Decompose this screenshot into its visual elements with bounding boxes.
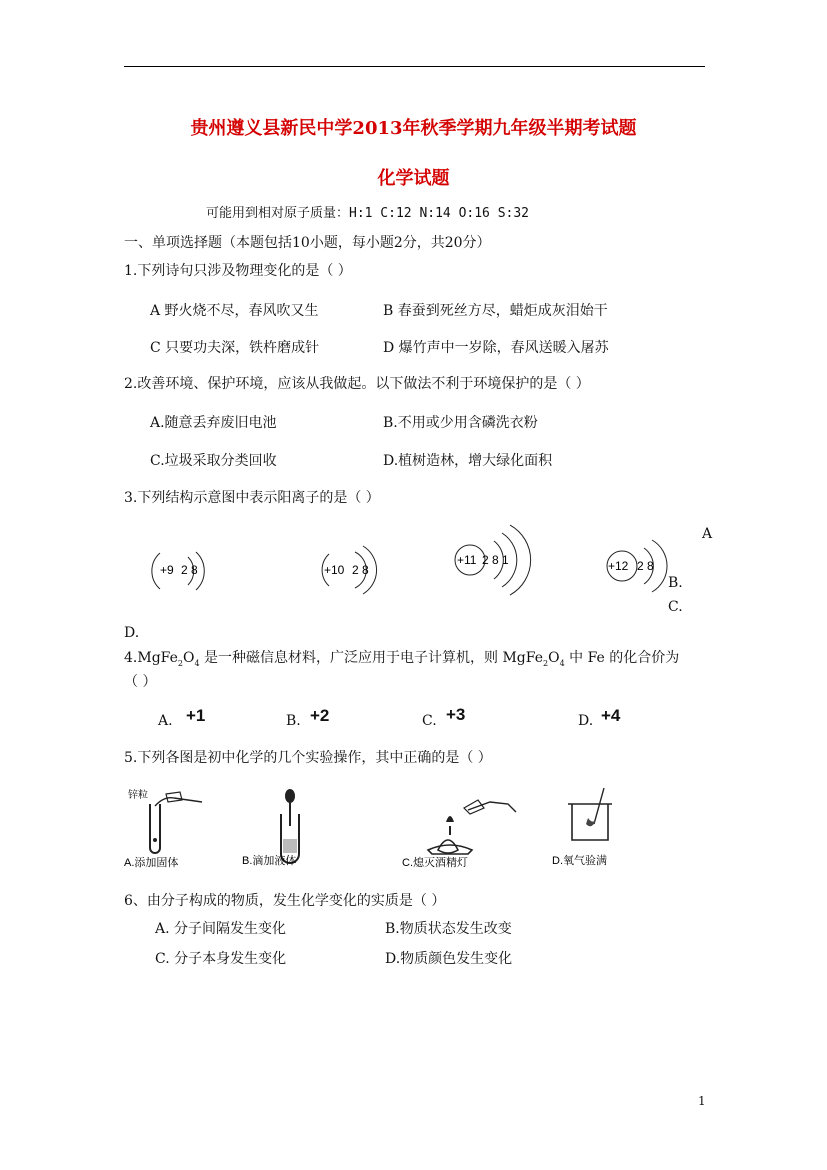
- page-number: 1: [698, 1094, 706, 1108]
- q4-stem-line2: （ ）: [124, 674, 157, 690]
- q6-option-d: D.物质颜色发生变化: [385, 951, 513, 967]
- q2-option-c: C.垃圾采取分类回收: [150, 453, 277, 469]
- q4-option-d-label: D.: [578, 713, 594, 729]
- atom-diagram-b: [315, 530, 390, 610]
- q2-option-a: A.随意丢弃废旧电池: [150, 415, 277, 431]
- q3-label-d: D.: [124, 625, 140, 641]
- section-heading: 一、单项选择题（本题包括10小题，每小题2分，共20分）: [124, 235, 491, 251]
- nucleus-label: +11: [457, 553, 477, 567]
- shell-label: 2 8: [181, 563, 198, 577]
- experiment-image-b: [240, 784, 320, 872]
- q3-stem: 3.下列结构示意图中表示阳离子的是（ ）: [124, 490, 380, 506]
- atom-diagram-a: [150, 535, 220, 605]
- exam-title: 贵州遵义县新民中学2013年秋季学期九年级半期考试题: [190, 118, 637, 139]
- exam-subtitle: 化学试题: [377, 168, 450, 189]
- q6-option-a: A. 分子间隔发生变化: [155, 921, 287, 937]
- q4-option-a-label: A.: [158, 713, 173, 729]
- q2-option-b: B.不用或少用含磷洗衣粉: [383, 415, 538, 431]
- q4-stem: $4.MgFe_2O_4$ 是一种磁信息材料，广泛应用于电子计算机，则 $MgFe_2O_4$ 中 Fe 的化合价为: [124, 650, 680, 668]
- shell-label: 2 8: [352, 563, 369, 577]
- q4-option-c-label: C.: [422, 713, 437, 729]
- experiment-image-d: [550, 784, 630, 872]
- q1-option-b: B 春蚕到死丝方尽，蜡炬成灰泪始干: [383, 303, 608, 319]
- zinc-label: 锌粒: [128, 790, 148, 801]
- q6-option-c: C. 分子本身发生变化: [155, 951, 287, 967]
- atomic-masses: 可能用到相对原子质量：H:1 C:12 N:14 O:16 S:32: [206, 206, 530, 221]
- q1-option-d: D 爆竹声中一岁除，春风送暖入屠苏: [383, 340, 609, 356]
- experiment-image-c: [398, 780, 528, 872]
- q1-option-a: A 野火烧不尽，春风吹又生: [150, 303, 319, 319]
- q4-option-d-value: +4: [601, 706, 621, 725]
- atom-diagram-c: [450, 515, 540, 605]
- q1-option-c: C 只要功夫深，铁杵磨成针: [150, 340, 320, 356]
- q4-option-c-value: +3: [446, 705, 466, 724]
- experiment-image-a: [122, 784, 212, 872]
- nucleus-label: +10: [324, 563, 345, 577]
- header-rule: [124, 66, 705, 67]
- q2-stem: 2.改善环境、保护环境，应该从我做起。以下做法不利于环境保护的是（ ）: [124, 376, 590, 392]
- q1-stem: 1.下列诗句只涉及物理变化的是（ ）: [124, 263, 352, 279]
- q4-option-b-value: +2: [310, 706, 330, 725]
- image-a-caption: A.添加固体: [124, 857, 179, 869]
- q4-option-b-label: B.: [286, 713, 301, 729]
- q3-label-a: A: [702, 526, 713, 542]
- image-d-caption: D.氧气验满: [552, 855, 607, 867]
- q3-label-c: C.: [668, 599, 683, 615]
- q3-label-b: B.: [668, 575, 683, 591]
- shell-label: 2 8: [637, 559, 654, 573]
- nucleus-label: +9: [160, 563, 174, 577]
- shell-label: 2 8 1: [482, 553, 509, 567]
- nucleus-label: +12: [608, 559, 629, 573]
- image-b-caption: B.滴加液体: [242, 855, 297, 867]
- q5-stem: 5.下列各图是初中化学的几个实验操作，其中正确的是（ ）: [124, 750, 492, 766]
- q6-stem: 6、由分子构成的物质，发生化学变化的实质是（ ）: [124, 893, 446, 909]
- image-c-caption: C.熄灭酒精灯: [402, 857, 468, 869]
- q4-option-a-value: +1: [186, 706, 206, 725]
- q2-option-d: D.植树造林，增大绿化面积: [383, 453, 553, 469]
- q6-option-b: B.物质状态发生改变: [385, 921, 512, 937]
